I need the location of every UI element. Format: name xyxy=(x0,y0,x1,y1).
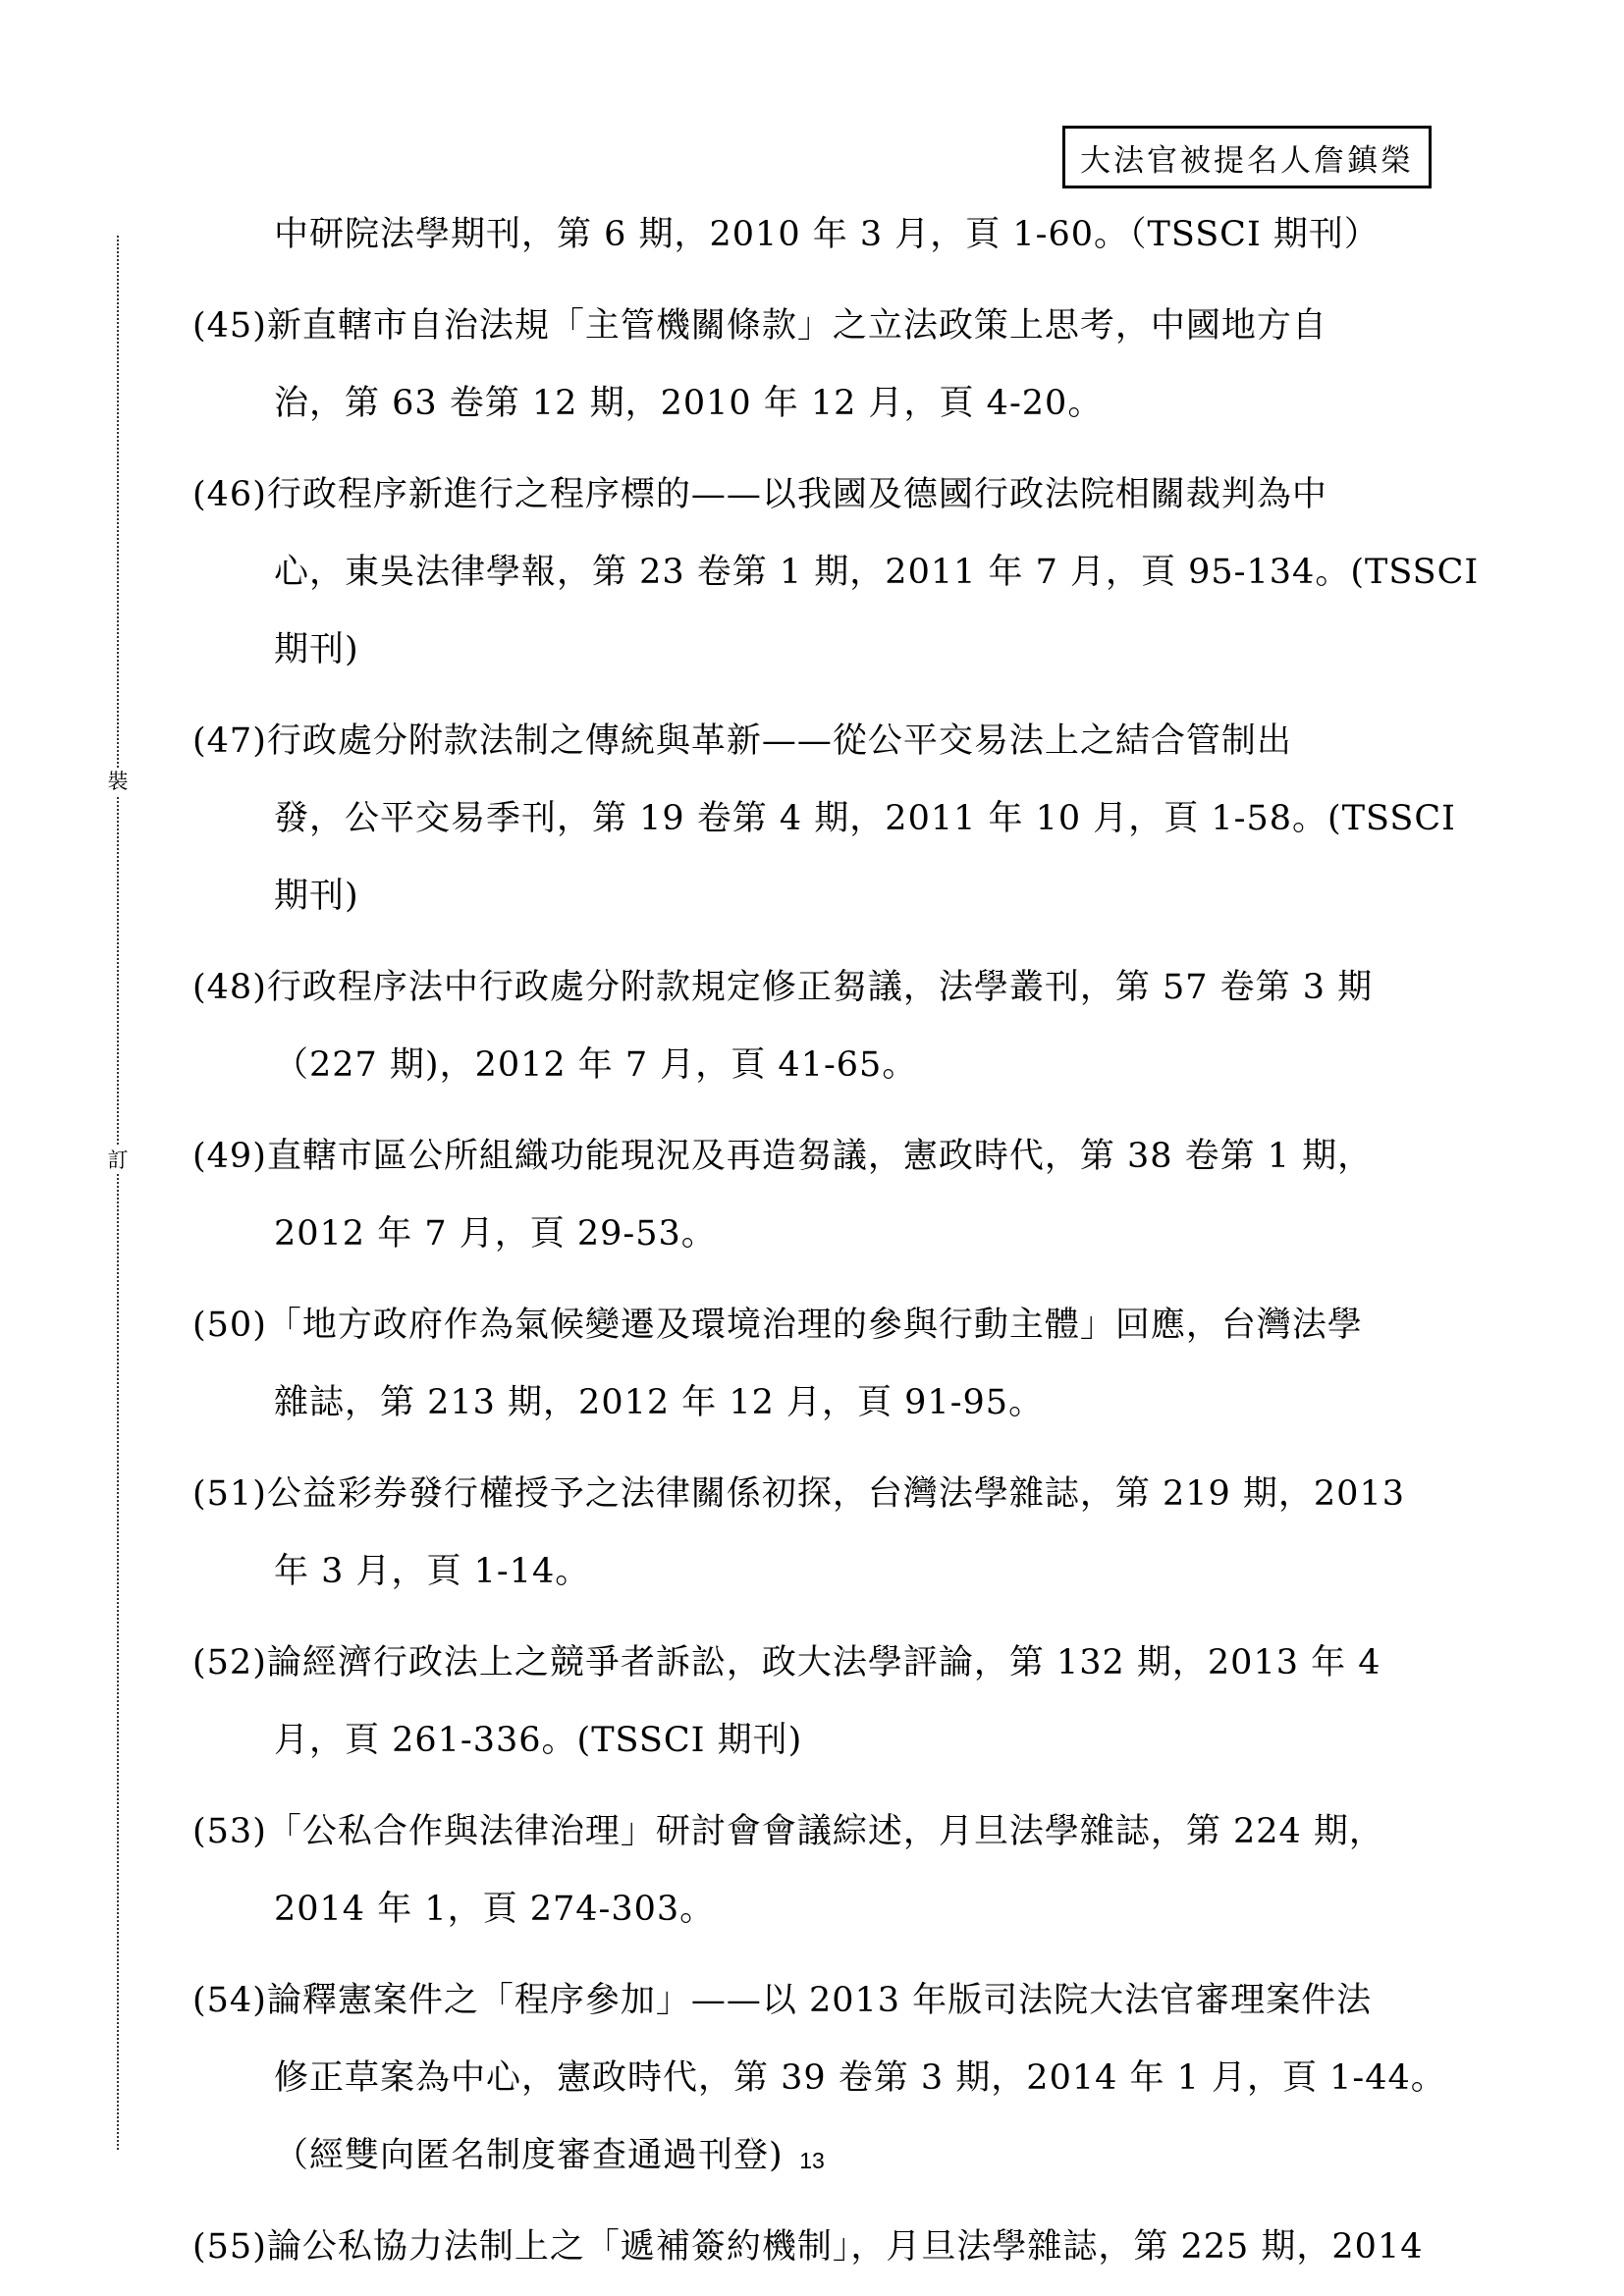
reference-line: 年 3 月，頁 1-14。 xyxy=(274,1552,591,1591)
reference-line: 修正草案為中心，憲政時代，第 39 卷第 3 期，2014 年 1 月，頁 1-44。 xyxy=(274,2058,1446,2098)
reference-line: (50)「地方政府作為氣候變遷及環境治理的參與行動主體」回應，台灣法學 xyxy=(192,1306,1363,1345)
binding-dotted-line xyxy=(117,236,119,2150)
reference-line: (45)新直轄市自治法規「主管機關條款」之立法政策上思考，中國地方自 xyxy=(192,306,1327,346)
reference-line: (46)行政程序新進行之程序標的——以我國及德國行政法院相關裁判為中 xyxy=(192,475,1327,514)
reference-line: 月，頁 261-336。(TSSCI 期刊) xyxy=(274,1721,803,1760)
reference-line: (52)論經濟行政法上之競爭者訴訟，政大法學評論，第 132 期，2013 年 4 xyxy=(192,1643,1381,1682)
reference-line: (48)行政程序法中行政處分附款規定修正芻議，法學叢刊，第 57 卷第 3 期 xyxy=(192,968,1374,1007)
reference-line: (53)「公私合作與法律治理」研討會會議綜述，月旦法學雜誌，第 224 期， xyxy=(192,1812,1384,1851)
binding-label-bottom: 訂 xyxy=(104,1147,132,1174)
page-number: 13 xyxy=(799,2148,825,2173)
reference-line: （經雙向匿名制度審查通過刊登) xyxy=(274,2136,784,2175)
reference-line: 治，第 63 卷第 12 期，2010 年 12 月，頁 4-20。 xyxy=(274,384,1104,423)
reference-list xyxy=(192,196,1480,2286)
binding-label-top: 裝 xyxy=(104,768,132,795)
reference-line: 心，東吳法律學報，第 23 卷第 1 期，2011 年 7 月，頁 95-134。(TSSCI xyxy=(274,553,1480,592)
reference-line: 2014 年 1，頁 274-303。 xyxy=(274,1890,716,1929)
reference-line: 發，公平交易季刊，第 19 卷第 4 期，2011 年 10 月，頁 1-58。(TSSCI xyxy=(274,799,1456,838)
reference-line: （227 期)，2012 年 7 月，頁 41-65。 xyxy=(274,1045,918,1085)
header-title: 大法官被提名人詹鎮榮 xyxy=(1080,142,1414,179)
reference-line: (47)行政處分附款法制之傳統與革新——從公平交易法上之結合管制出 xyxy=(192,721,1292,761)
reference-line: (54)論釋憲案件之「程序參加」——以 2013 年版司法院大法官審理案件法 xyxy=(192,1981,1373,2020)
header-title-box xyxy=(1062,126,1432,188)
reference-line: (49)直轄市區公所組織功能現況及再造芻議，憲政時代，第 38 卷第 1 期， xyxy=(192,1137,1374,1176)
reference-line: (55)論公私協力法制上之「遞補簽約機制」，月旦法學雜誌，第 225 期，2014 xyxy=(192,2227,1424,2267)
reference-line: (51)公益彩券發行權授予之法律關係初探，台灣法學雜誌，第 219 期，2013 xyxy=(192,1474,1405,1514)
reference-line: 期刊) xyxy=(274,877,359,916)
reference-line: 期刊) xyxy=(274,630,359,669)
reference-line: 中研院法學期刊，第 6 期，2010 年 3 月，頁 1-60。（TSSCI 期刊） xyxy=(274,215,1380,254)
reference-line: 雜誌，第 213 期，2012 年 12 月，頁 91-95。 xyxy=(274,1383,1045,1422)
reference-line: 2012 年 7 月，頁 29-53。 xyxy=(274,1214,717,1254)
